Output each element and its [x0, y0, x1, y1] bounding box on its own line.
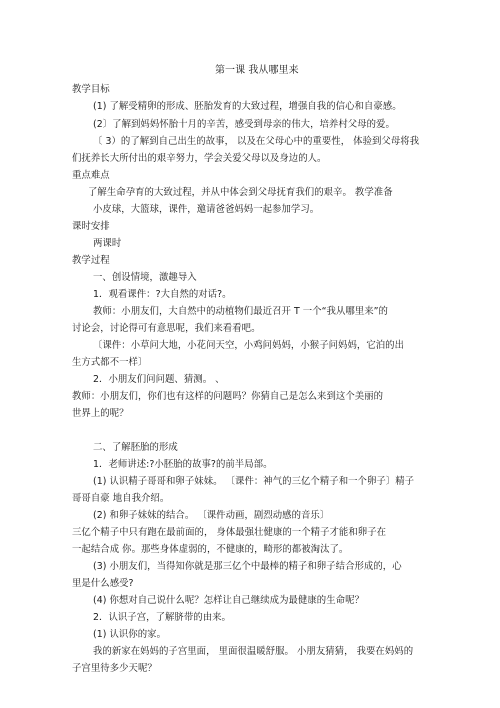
text-line: 两课时	[93, 238, 122, 249]
lesson-title: 第一课 我从哪里来	[215, 65, 299, 76]
text-line: 〔课件：小草问大地，小花问天空，小鸡问妈妈，小猴子问妈妈，它泊的出	[93, 340, 405, 351]
text-line: 了解生命孕育的大致过程，并从中体会到父母抚育我们的艰辛。 教学准备	[88, 187, 393, 198]
text-line: 〔 3）的了解到自己出生的故事， 以及在父母心中的重要性， 体验到父母将我	[93, 136, 420, 147]
text-line: 1．老师讲述:?小胚胎的故事?的前半局部。	[93, 459, 273, 470]
section-heading-embryo: 二、了解胚胎的形成	[93, 442, 178, 453]
text-line: 2．小朋友们问问题、猜测。 、	[93, 374, 225, 385]
text-line: 我的新家在妈妈的子宫里面， 里面很温暖舒服。 小朋友猜猜， 我要在妈妈的	[93, 646, 414, 657]
section-heading-keypoints: 重点难点	[72, 170, 110, 181]
section-heading-schedule: 课时安排	[72, 221, 110, 232]
text-line: 一、创设情境，激趣导入	[93, 272, 197, 283]
text-line: (2〕了解到妈妈怀胎十月的辛苦，感受到母亲的伟大，培养村父母的爱。	[93, 119, 395, 130]
text-line: 教师：小朋友们，大自然中的动植物们最近召开 T 一个“我从哪里来”的	[93, 306, 388, 317]
text-line: 1．观看课件：?大自然的对话?。	[93, 289, 232, 300]
text-line: 们抚养长大所付出的艰辛努力，学会关爱父母以及身边的人。	[72, 153, 327, 164]
text-line: 生方式都不一样〕	[72, 357, 148, 368]
text-line: 里是什么感受?	[72, 578, 134, 589]
text-line: 哥哥自豪 地自我介绍。	[72, 493, 170, 504]
text-line: (2) 和卵子妹妹的结合。 〔课件动画，剧烈动感的音乐〕	[93, 510, 330, 521]
section-heading-process: 教学过程	[72, 255, 110, 266]
text-line: (1) 了解受精卵的形成、胚胎发育的大致过程，增强自我的信心和自豪感。	[93, 101, 402, 112]
text-line: 一起结合成 你。那些身体虚弱的，不健康的，畸形的都被淘汰了。	[72, 544, 349, 555]
text-line: 子宫里待多少天呢？	[72, 663, 157, 674]
text-line: (1) 认识精子哥哥和卵子妹妹。 〔课件：神气的三亿个精子和一个卵子〕精子	[93, 476, 415, 487]
text-line: 讨论会，讨论得可有意思呢，我们来看看吧。	[72, 323, 261, 334]
text-line: (4) 你想对自己说什么呢？怎样让自己继续成为最健康的生命呢？	[93, 595, 364, 606]
text-line: (1) 认识你的家。	[93, 629, 167, 640]
text-line: 2．认识子宫，了解脐带的由来。	[93, 612, 231, 623]
text-line: 三亿个精子中只有跑在最前面的， 身体最强壮健康的一个精子才能和卵子在	[72, 527, 387, 538]
text-line: 教师：小朋友们，你们也有这样的问题吗？你猜自己是怎么来到这个美丽的	[72, 391, 384, 402]
section-heading-objectives: 教学目标	[72, 84, 110, 95]
text-line: 世界上的呢？	[72, 408, 129, 419]
text-line: 小皮球，大篮球，课件，邀请爸爸妈妈一起参加学习。	[93, 204, 320, 215]
text-line: (3) 小朋友们，当得知你就是那三亿个中最棒的精子和卵子结合形成的，心	[93, 561, 402, 572]
